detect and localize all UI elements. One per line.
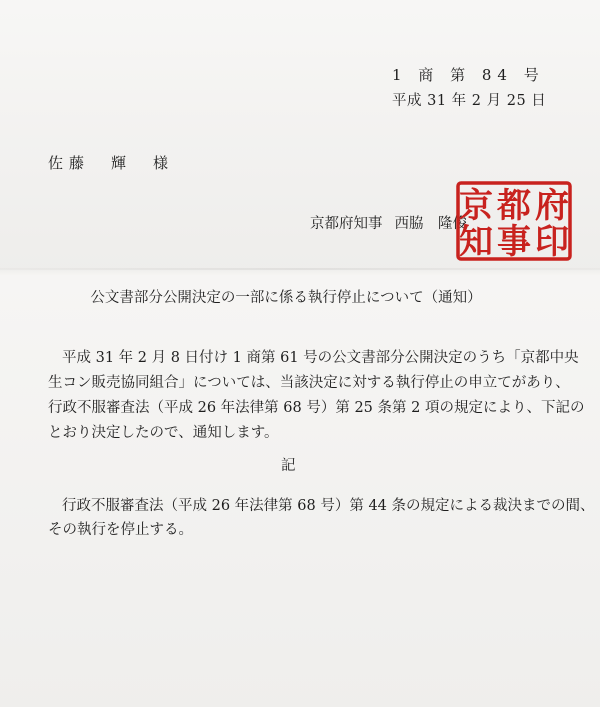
- document-title: 公文書部分公開決定の一部に係る執行停止について（通知）: [90, 290, 482, 306]
- sender-title: 京都府知事: [310, 216, 383, 232]
- document-title-wrapper: [0, 286, 600, 307]
- notice-line-1: 行政不服審査法（平成 26 年法律第 68 号）第 44 条の規定による裁決までの間、: [62, 498, 595, 514]
- seal-char-2: 都: [497, 186, 531, 226]
- recipient-name: 佐藤 輝 様: [48, 154, 175, 172]
- body-line-4: とおり決定したので、通知します。: [48, 425, 279, 441]
- sender-line: [310, 212, 467, 233]
- sender-name: 西脇 隆俊: [394, 216, 467, 232]
- document-date: 平成 31 年 2 月 25 日: [392, 93, 547, 109]
- seal-char-3: 府: [535, 186, 569, 226]
- body-line-1: 平成 31 年 2 月 8 日付け 1 商第 61 号の公文書部分公開決定のうち「京都中央: [62, 350, 579, 366]
- notice-line-2: その執行を停止する。: [48, 522, 193, 538]
- seal-char-4: 知: [459, 222, 493, 262]
- seal-char-6: 印: [535, 222, 569, 262]
- body-line-3: 行政不服審査法（平成 26 年法律第 68 号）第 25 条第 2 項の規定により、下記の: [48, 400, 585, 416]
- body-line-2: 生コン販売協同組合」については、当該決定に対する執行停止の申立てがあり、: [48, 375, 570, 391]
- ki-heading: 記: [281, 458, 296, 474]
- official-seal: [454, 180, 574, 262]
- seal-char-1: 京: [459, 186, 493, 226]
- paper-fold-line: [0, 268, 600, 270]
- document-number: 1 商 第 84 号: [392, 66, 545, 84]
- seal-char-5: 事: [497, 222, 531, 262]
